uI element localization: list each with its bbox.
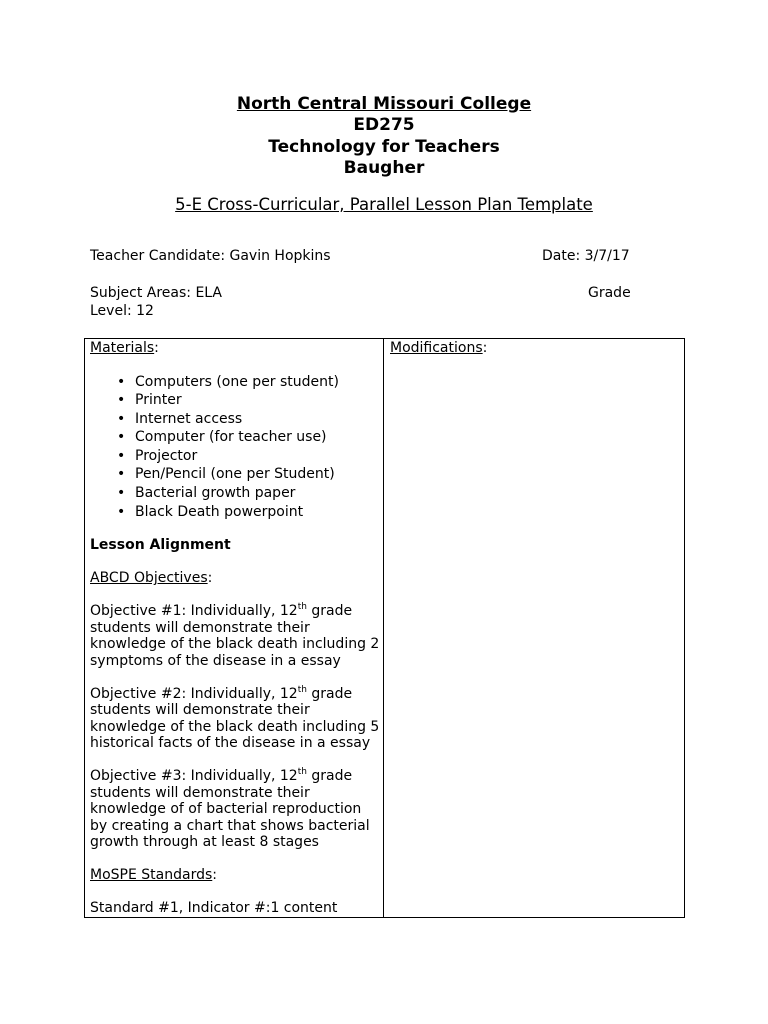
column-divider [383, 339, 384, 917]
materials-heading: Materials: [90, 340, 159, 356]
objective-1: Objective #1: Individually, 12th grade students will demonstrate their knowledge of the black death including 2 symptoms of the disease in a essay [90, 602, 380, 669]
course-code: ED275 [353, 115, 415, 135]
college-name: North Central Missouri College [236, 94, 532, 114]
lesson-plan-table [84, 338, 685, 918]
grade-level: Level: 12 [90, 303, 154, 319]
standard-line: Standard #1, Indicator #:1 content [90, 900, 338, 917]
list-item: • Internet access [90, 411, 379, 430]
objective-3: Objective #3: Individually, 12th grade students will demonstrate their knowledge of of bacterial reproduction by creating a chart that shows bacterial growth through at least 8 stages [90, 767, 370, 851]
objective-2: Objective #2: Individually, 12th grade students will demonstrate their knowledge of the black death including 5 historical facts of the disease in a essay [90, 684, 380, 752]
lesson-alignment-heading: Lesson Alignment [90, 537, 231, 554]
modifications-heading: Modifications: [390, 340, 488, 356]
list-item: • Black Death powerpoint [90, 504, 379, 523]
subject-areas: Subject Areas: ELA [90, 285, 223, 301]
list-item: • Pen/Pencil (one per Student) [90, 466, 379, 485]
list-item: • Computer (for teacher use) [90, 429, 379, 448]
abcd-objectives-heading: ABCD Objectives: [90, 570, 213, 587]
materials-list [90, 374, 379, 523]
grade-label: Grade [588, 285, 631, 301]
mospe-standards-heading: MoSPE Standards: [90, 867, 217, 884]
template-title: 5-E Cross-Curricular, Parallel Lesson Plan Template [175, 195, 593, 214]
course-title: Technology for Teachers [268, 137, 500, 157]
lesson-date: Date: 3/7/17 [542, 248, 630, 264]
list-item: • Projector [90, 448, 379, 467]
list-item: • Computers (one per student) [90, 374, 379, 393]
instructor-name: Baugher [343, 158, 425, 178]
list-item: • Bacterial growth paper [90, 485, 379, 504]
left-cell [90, 340, 379, 917]
list-item: • Printer [90, 392, 379, 411]
teacher-candidate: Teacher Candidate: Gavin Hopkins [90, 248, 331, 264]
right-cell [390, 340, 487, 357]
